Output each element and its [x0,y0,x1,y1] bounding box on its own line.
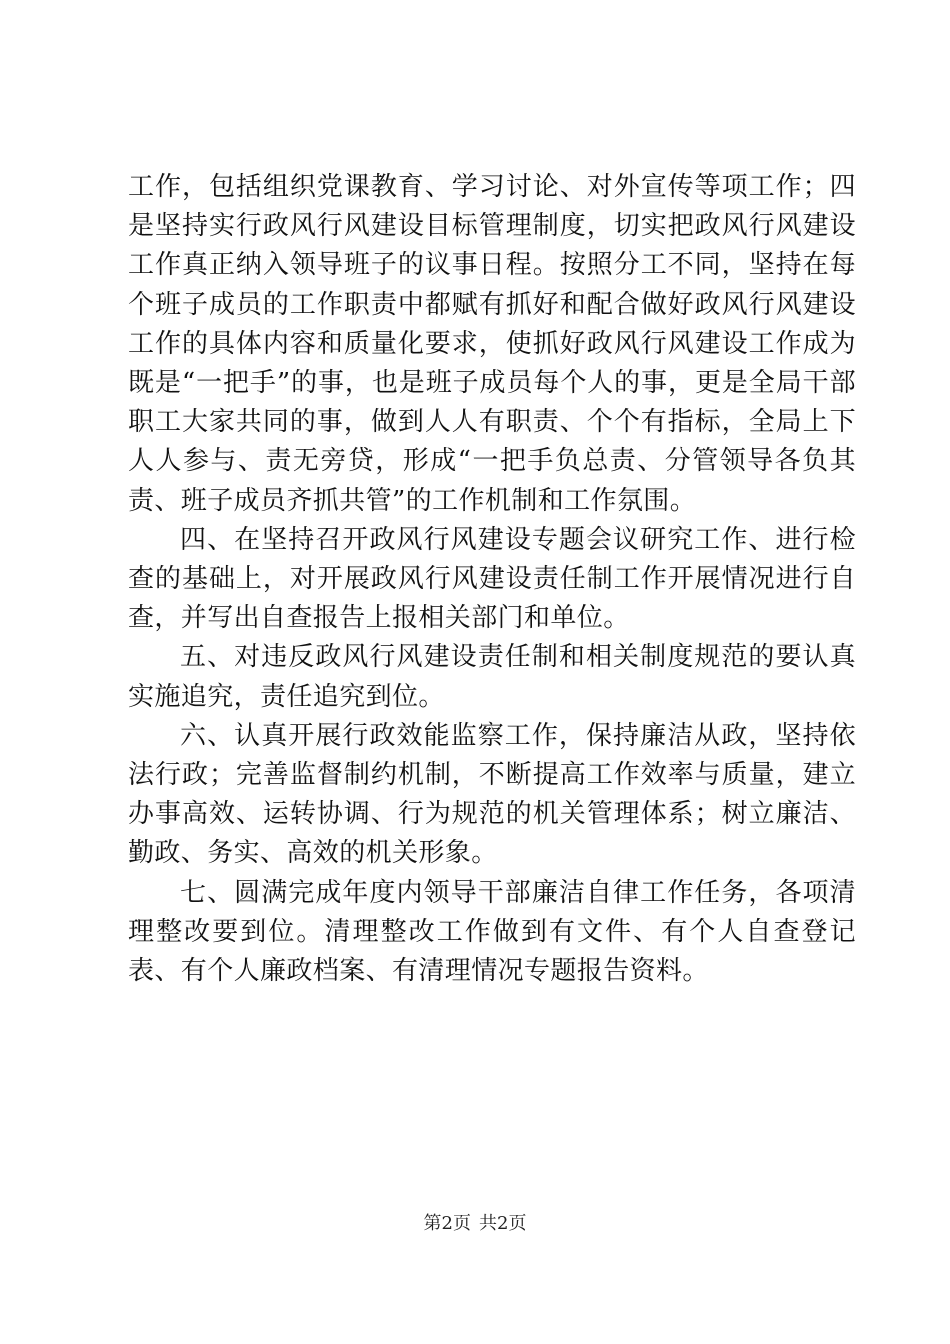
paragraph-item-4: 四、在坚持召开政风行风建设专题会议研究工作、进行检查的基础上，对开展政风行风建设责任制工作开展情况进行自查，并写出自查报告上报相关部门和单位。 [128,524,856,634]
page-number-total: 共2页 [479,1213,527,1234]
document-body [128,168,856,991]
paragraph-item-7: 七、圆满完成年度内领导干部廉洁自律工作任务，各项清理整改要到位。清理整改工作做到有文件、有个人自查登记表、有个人廉政档案、有清理情况专题报告资料。 [128,877,856,987]
paragraph-continuation: 工作，包括组织党课教育、学习讨论、对外宣传等项工作；四是坚持实行政风行风建设目标管理制度，切实把政风行风建设工作真正纳入领导班子的议事日程。按照分工不同，坚持在每个班子成员的工作职责中都赋有抓好和配合做好政风行风建设工作的具体内容和质量化要求，使抓好政风行风建设工作成为既是“一把手”的事，也是班子成员每个人的事，更是全局干部职工大家共同的事，做到人人有职责、个个有指标，全局上下人人参与、责无旁贷，形成“一把手负总责、分管领导各负其责、班子成员齐抓共管”的工作机制和工作氛围。 [128,172,856,516]
page-number-current: 第2页 [423,1213,471,1234]
paragraph-item-6: 六、认真开展行政效能监察工作，保持廉洁从政，坚持依法行政；完善监督制约机制，不断提高工作效率与质量，建立办事高效、运转协调、行为规范的机关管理体系；树立廉洁、勤政、务实、高效的机关形象。 [128,720,856,869]
page-footer [0,1212,950,1236]
paragraph-item-5: 五、对违反政风行风建设责任制和相关制度规范的要认真实施追究，责任追究到位。 [128,642,856,712]
